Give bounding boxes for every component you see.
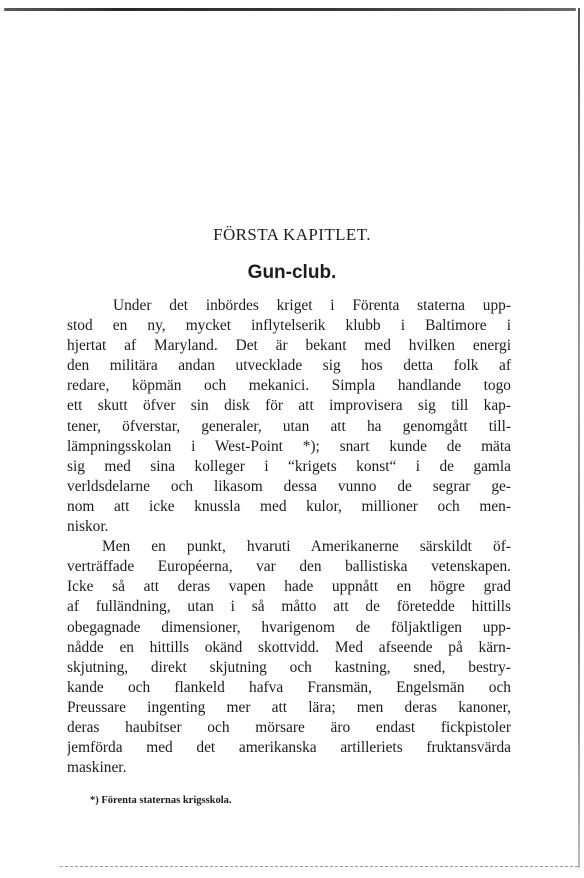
text-line: ett skutt öfver sin disk för att improvisera sig till kap- [67,397,511,415]
text-line: den militära andan utvecklade sig hos detta folk af [67,357,511,375]
text-line: jemförda med det amerikanska artilleriets fruktansvärda [67,739,511,757]
bottom-page-rule [60,866,578,867]
body-text [67,296,511,778]
text-line: lämpningsskolan i West-Point *); snart kunde de mäta [67,437,511,455]
text-line: sig med sina kolleger i “krigets konst“ i de gamla [67,457,511,475]
text-line: nådde en hittills okänd skottvidd. Med afseende på kärn- [67,638,511,656]
text-line: stod en ny, mycket inflytelserik klubb i Baltimore i [67,317,511,335]
text-line: maskiner. [67,759,127,777]
page-edge-right [578,8,580,868]
text-line: obegagnade dimensioner, hvarigenom de följaktligen upp- [67,618,511,636]
text-line: verträffade Européerna, var den ballistiska vetenskapen. [67,558,511,576]
text-line: niskor. [67,518,109,536]
text-line: nom att icke knussla med kulor, millioner och men- [67,497,511,515]
text-line: hjertat af Maryland. Det är bekant med hvilken energi [67,337,511,355]
chapter-title: Gun-club. [247,262,337,283]
chapter-heading: FÖRSTA KAPITLET. [213,225,371,244]
text-line: Under det inbördes kriget i Förenta staterna upp- [113,297,511,314]
text-line: Preussare ingenting mer att lära; men deras kanoner, [67,698,511,716]
text-line: af fulländning, utan i så måtto att de företedde hittills [67,598,511,616]
text-line: Icke så att deras vapen hade uppnått en högre grad [67,578,511,596]
text-line: skjutning, direkt skjutning och kastning, sned, bestry- [67,658,511,676]
text-line: Men en punkt, hvaruti Amerikanerne särskildt öf- [102,538,511,556]
footnote: *) Förenta staternas krigsskola. [90,795,232,806]
top-page-rule [4,8,576,11]
text-line: kande och flankeld hafva Fransmän, Engelsmän och [67,678,511,696]
text-line: redare, köpmän och mekanici. Simpla handlande togo [67,377,511,395]
text-line: tener, öfverstar, generaler, utan att ha genomgått till- [67,417,511,435]
text-line: verldsdelarne och likasom dessa vunno de segrar ge- [67,477,511,495]
text-line: deras haubitser och mörsare äro endast fickpistoler [67,718,511,736]
